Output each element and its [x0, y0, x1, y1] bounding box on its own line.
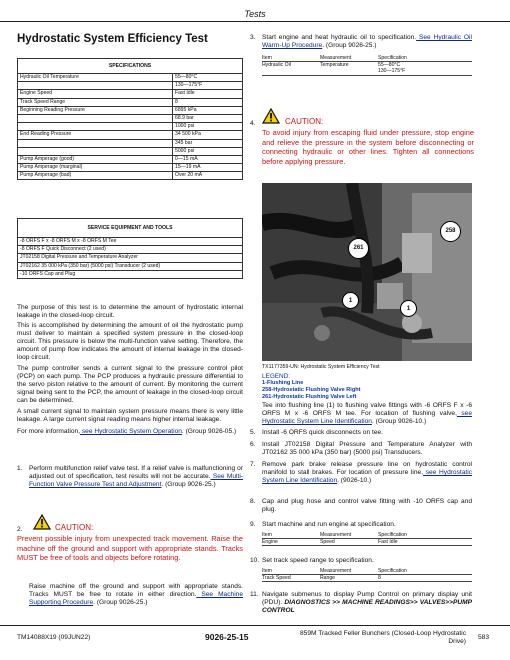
legend-item: 261-Hydrostatic Flushing Valve Left	[262, 394, 357, 400]
table-row: -8 ORFS F Quick Disconnect (2 used)	[18, 246, 243, 254]
hydrostatic-operation-link[interactable]: see Hydrostatic System Operation	[80, 428, 182, 435]
caution-label: CAUTION:	[55, 523, 94, 532]
caution-triangle-icon	[262, 108, 280, 124]
doc-number: TM14088X19 (09JUN22)	[17, 634, 91, 641]
line-identification-link[interactable]: see Hydrostatic System Line Identification	[262, 410, 472, 426]
leakage-paragraph: A small current signal to maintain system pressure means there is very little leakage. A large current signal reading means higher internal leakage.	[17, 408, 243, 424]
table-row: JT02158 Digital Pressure and Temperature Analyzer	[18, 254, 243, 262]
machine-supporting-link[interactable]: See Machine Supporting Procedure	[29, 591, 243, 607]
table-row: Pump Amperage (good) 0—15 mA	[18, 155, 243, 163]
oil-warmup-link[interactable]: See Hydraulic Oil Warm-Up Procedure	[262, 34, 472, 50]
table-row: 5000 psi	[18, 147, 243, 155]
callout-1: 1	[400, 300, 417, 317]
specifications-caption: SPECIFICATIONS	[18, 59, 243, 74]
track-speed-table: Item Measurement Specification Track Speed Range 8	[262, 568, 472, 582]
table-row: Pump Amperage (marginal) 15—19 mA	[18, 164, 243, 172]
table-row: 345 bar	[18, 139, 243, 147]
hydraulic-photo	[262, 183, 472, 361]
menu-path: DIAGNOSTICS >> MACHINE READINGS>> VALVES>>PUMP CONTROL	[262, 599, 472, 615]
multi-function-valve-link[interactable]: See Multi-Function Valve Pressure Test and Adjustment	[29, 473, 244, 489]
section-header: Tests	[244, 9, 266, 19]
machine-title: 859M Tracked Feller Bunchers (Closed-Loop Hydrostatic Drive)	[299, 630, 466, 645]
table-row: Pump Amperage (bad) Over 20 mA	[18, 172, 243, 180]
page-number: 583	[478, 634, 490, 641]
callout-258: 258	[440, 221, 461, 242]
method-paragraph: This is accomplished by determining the amount of oil the hydrostatic pump must deliver to maintain a specified system pressure in the closed-loop circuit. This pressure is below the multi-function valve setting. Therefore, the amount of pump flow indicates the amount of internal leakage in the closed-loop circuit.	[17, 322, 243, 362]
figure-caption: TX1177359-UN: Hydrostatic System Efficiency Test	[262, 364, 380, 370]
table-row: -8 ORFS F x -8 ORFS M x -8 ORFS M Tee	[18, 238, 243, 246]
legend-list	[262, 380, 361, 401]
table-row: -10 ORFS Cap and Plug	[18, 270, 243, 278]
line-identification-link[interactable]: see Hydrostatic System Line Identification	[262, 469, 472, 485]
page-title: Hydrostatic System Efficiency Test	[17, 33, 208, 45]
legend-title: LEGEND:	[262, 373, 291, 380]
service-tools-table	[17, 218, 243, 279]
table-row: 1000 psi	[18, 123, 243, 131]
table-row: Engine Speed Fast Idle	[18, 90, 243, 98]
table-row: End Reading Pressure 34 500 kPa	[18, 131, 243, 139]
callout-1: 1	[342, 292, 359, 309]
specifications-table	[17, 58, 243, 180]
controller-paragraph: The pump controller sends a current signal to the pressure control pilot (PCP) on each pump. The PCP produces a hydraulic pressure differential to the servo piston relative to the amount of current. By monitoring the current signal being sent to the PCP, the amount of leakage in the closed-loop circuit can be determined.	[17, 365, 243, 405]
engine-speed-table: Item Measurement Specification Engine Speed Fast Idle	[262, 532, 472, 546]
table-row: Track Speed Range 8	[18, 98, 243, 106]
legend-item: 1-Flushing Line	[262, 380, 304, 386]
caution-warning-pressure: To avoid injury from escaping fluid under pressure, stop engine and relieve the pressure in the system before disconnecting or connecting hydraulic or other lines. Tighten all connections before applying pressure.	[262, 128, 474, 166]
caution-label: CAUTION:	[285, 117, 324, 126]
caution-triangle-icon	[33, 514, 51, 530]
table-row: Beginning Reading Pressure 6895 kPa	[18, 106, 243, 114]
more-info-paragraph: For more information, see Hydrostatic System Operation. (Group 9026-05.)	[17, 428, 237, 435]
page-reference: 9026-25-15	[205, 632, 249, 642]
oil-temp-table: Item Measurement Specification Hydraulic Oil Temperature 55—80°C 130—175°F	[262, 55, 472, 76]
table-row: 68.9 bar	[18, 114, 243, 122]
caution-warning-track: Prevent possible injury from unexpected track movement. Raise the machine off the ground and support with appropriate stands. Tracks MUST be free of tools and objects before rotating.	[17, 534, 243, 563]
tools-caption: SERVICE EQUIPMENT AND TOOLS	[18, 219, 243, 238]
callout-261: 261	[348, 238, 369, 259]
table-row: 130—175°F	[18, 82, 243, 90]
table-row: JT02162 35 000 kPa (350 bar) (5000 psi) Transducer (2 used)	[18, 262, 243, 270]
purpose-paragraph: The purpose of this test is to determine the amount of hydrostatic internal leakage in the closed-loop circuit.	[17, 304, 243, 320]
table-row: Hydraulic Oil Temperature 55—80°C	[18, 74, 243, 82]
legend-item: 258-Hydrostatic Flushing Valve Right	[262, 387, 361, 393]
photo-illustration	[262, 183, 472, 361]
tee-paragraph: Tee into flushing line (1) to flushing valve fittings with -6 ORFS F x -6 ORFS M x -6 ORFS M tee. For location of flushing valve, see Hydrostatic System Line Identification. (Group 9026-10.)	[262, 402, 472, 426]
